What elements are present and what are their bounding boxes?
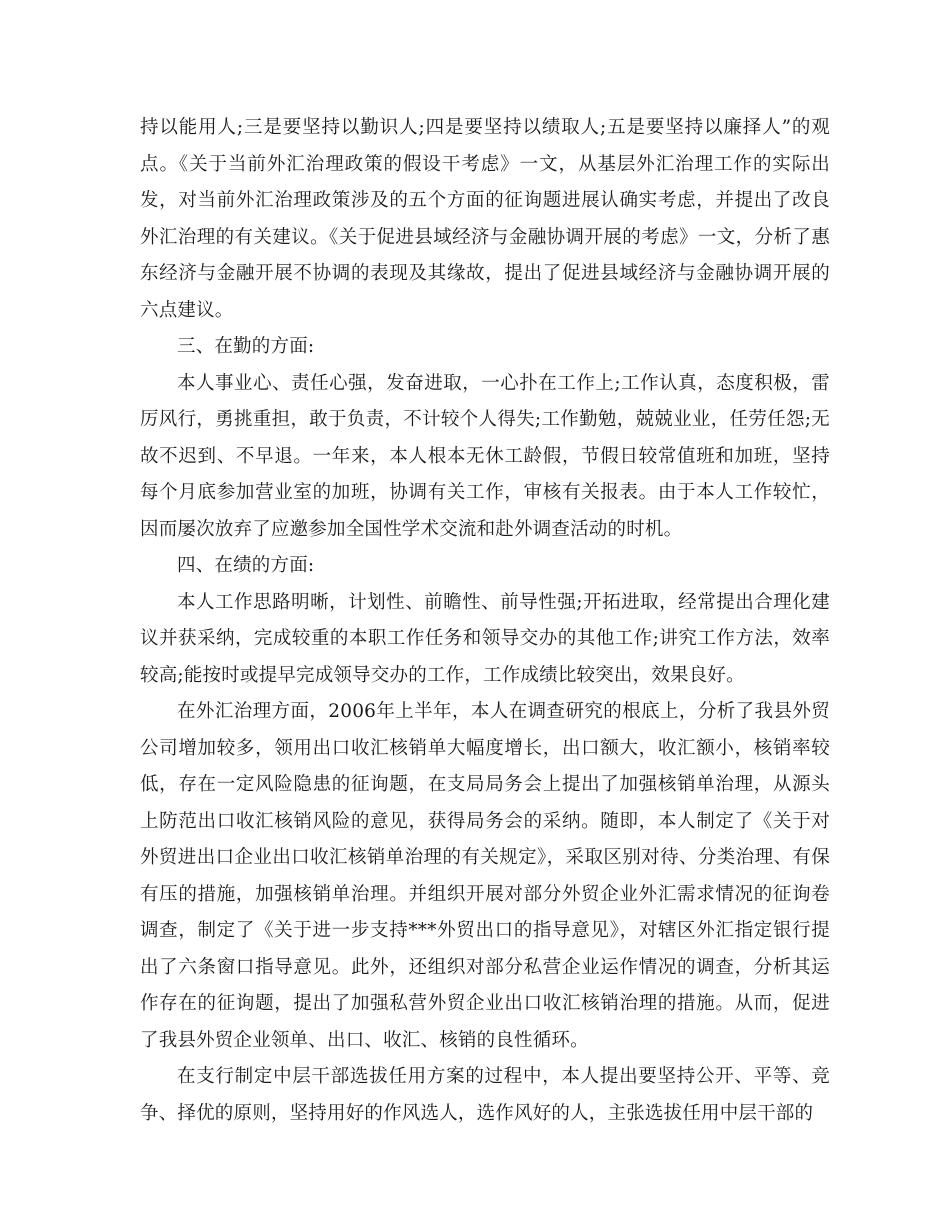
paragraph-diligence: 本人事业心、责任心强，发奋进取，一心扑在工作上;工作认真，态度积极，雷厉风行，勇挑重担，敢于负责，不计较个人得失;工作勤勉，兢兢业业，任劳任怨;无故不迟到、不早退。一年来，本人根本无休工龄假，节假日较常值班和加班，坚持每个月底参加营业室的加班，协调有关工作，审核有关报表。由于本人工作较忙，因而屡次放弃了应邀参加全国性学术交流和赴外调查活动的时机。 <box>140 372 830 540</box>
paragraph-forex-management: 在外汇治理方面，2006年上半年，本人在调查研究的根底上，分析了我县外贸公司增加较多，领用出口收汇核销单大幅度增长，出口额大，收汇额小，核销率较低，存在一定风险隐患的征询题，在支局局务会上提出了加强核销单治理，从源头上防范出口收汇核销风险的意见，获得局务会的采纳。随即，本人制定了《关于对外贸进出口企业出口收汇核销单治理的有关规定》，采取区别对待、分类治理、有保有压的措施，加强核销单治理。并组织开展对部分外贸企业外汇需求情况的征询卷调查，制定了《关于进一步支持***外贸出口的指导意见》，对辖区外汇指定银行提出了六条窗口指导意见。此外，还组织对部分私营企业运作情况的调查，分析其运作存在的征询题，提出了加强私营外贸企业出口收汇核销治理的措施。从而，促进了我县外贸企业领单、出口、收汇、核销的良性循环。 <box>140 701 830 1051</box>
document-body <box>140 110 830 1132</box>
paragraph-performance: 本人工作思路明晰，计划性、前瞻性、前导性强;开拓进取，经常提出合理化建议并获采纳，完成较重的本职工作任务和领导交办的其他工作;讲究工作方法，效率较高;能按时或提早完成领导交办的工作，工作成绩比较突出，效果良好。 <box>140 591 830 686</box>
paragraph-cadre-selection: 在支行制定中层干部选拔任用方案的过程中，本人提出要坚持公开、平等、竞争、择优的原则，坚持用好的作风选人，选作风好的人，主张选拔任用中层干部的 <box>140 1066 830 1124</box>
section-heading-diligence: 三、在勤的方面: <box>177 336 315 357</box>
section-heading-performance: 四、在绩的方面: <box>177 555 315 576</box>
paragraph-continuation: 持以能用人;三是要坚持以勤识人;四是要坚持以绩取人;五是要坚持以廉择人”的观点。《关于当前外汇治理政策的假设干考虑》一文，从基层外汇治理工作的实际出发，对当前外汇治理政策涉及的五个方面的征询题进展认确实考虑，并提出了改良外汇治理的有关建议。《关于促进县域经济与金融协调开展的考虑》一文，分析了惠东经济与金融开展不协调的表现及其缘故，提出了促进县域经济与金融协调开展的六点建议。 <box>140 117 830 321</box>
